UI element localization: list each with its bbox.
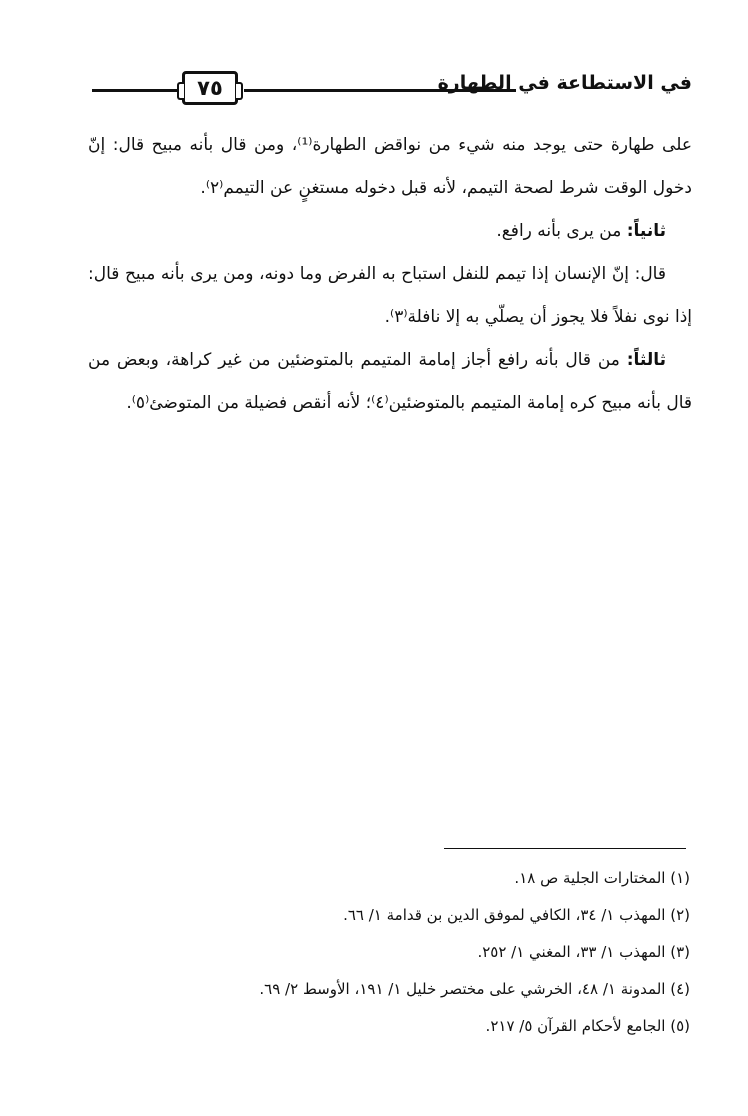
- point-heading-third: ثالثاً:: [626, 350, 666, 370]
- footnotes: [150, 860, 690, 1045]
- main-text: [88, 124, 692, 425]
- paragraph-1: على طهارة حتى يوجد منه شيء من نواقض الطهارة⁽¹⁾، ومن قال بأنه مبيح قال: إنّ دخول الوقت شرط لصحة التيمم، لأنه قبل دخوله مستغنٍ عن التيمم⁽٢⁾.: [88, 135, 692, 198]
- running-header: [92, 66, 692, 110]
- footnote-3: (٣) المهذب ١/ ٣٣، المغني ١/ ٢٥٢.: [477, 943, 690, 961]
- page-number: ٧٥: [182, 71, 238, 105]
- paragraph-2: [88, 210, 692, 253]
- paragraph-2-text: من يرى بأنه رافع.: [496, 221, 627, 241]
- footnote-separator: [444, 848, 686, 849]
- paragraph-4-text: من قال بأنه رافع أجاز إمامة المتيمم بالمتوضئين من غير كراهة، وبعض من قال بأنه مبيح كره إمامة المتيمم بالمتوضئين⁽٤⁾؛ لأنه أنقص فضيلة من المتوضئ⁽٥⁾.: [88, 350, 692, 413]
- point-heading-second: ثانياً:: [626, 221, 666, 241]
- header-rule-right: [244, 89, 516, 92]
- footnote-2: (٢) المهذب ١/ ٣٤، الكافي لموفق الدين بن قدامة ١/ ٦٦.: [343, 906, 690, 924]
- header-rule-left: [92, 89, 178, 92]
- running-title: في الاستطاعة في الطهارة: [437, 72, 692, 94]
- footnote-1: (١) المختارات الجلية ص ١٨.: [514, 869, 690, 887]
- paragraph-4: [88, 339, 692, 425]
- footnote-4: (٤) المدونة ١/ ٤٨، الخرشي على مختصر خليل ١/ ١٩١، الأوسط ٢/ ٦٩.: [259, 980, 690, 998]
- paragraph-3: قال: إنّ الإنسان إذا تيمم للنفل استباح به الفرض وما دونه، ومن يرى بأنه مبيح قال: إذا نوى نفلاً فلا يجوز أن يصلّي به إلا نافلة⁽٣⁾.: [88, 264, 692, 327]
- footnote-5: (٥) الجامع لأحكام القرآن ٥/ ٢١٧.: [485, 1017, 690, 1035]
